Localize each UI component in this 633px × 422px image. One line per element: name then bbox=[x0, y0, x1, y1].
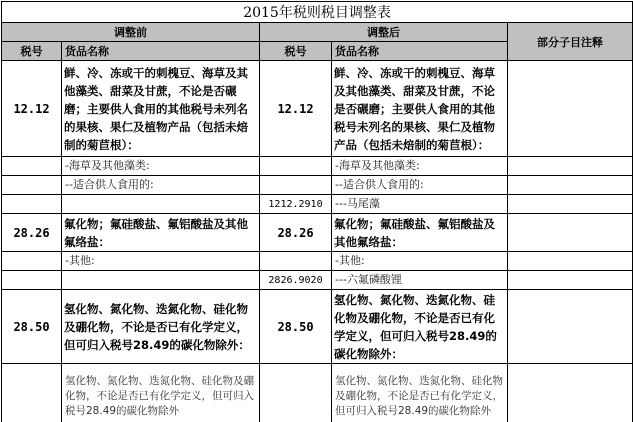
table-row bbox=[2, 61, 633, 157]
after-desc: -海草及其他藻类: bbox=[332, 157, 508, 176]
before-desc: 氟化物；氟硅酸盐、氟铝酸盐及其他氟络盐： bbox=[62, 214, 260, 252]
after-desc: 氟化物；氟硅酸盐、氟铝酸盐及其他氟络盐： bbox=[332, 214, 508, 252]
header-group-row bbox=[2, 23, 633, 42]
header-after-code: 税号 bbox=[260, 42, 332, 61]
before-code bbox=[2, 364, 62, 422]
before-code: 28.26 bbox=[2, 214, 62, 252]
after-code: 1212.2910 bbox=[260, 195, 332, 214]
header-notes: 部分子目注释 bbox=[508, 23, 633, 61]
after-code: 28.26 bbox=[260, 214, 332, 252]
notes-cell bbox=[508, 252, 633, 271]
table-row bbox=[2, 290, 633, 364]
header-after: 调整后 bbox=[260, 23, 508, 42]
after-desc: 鲜、冷、冻或干的刺槐豆、海草及其他藻类、甜菜及甘蔗，不论是否碾磨；主要供人食用的其他税号未列名的果核、果仁及植物产品（包括未焙制的菊苣根）： bbox=[332, 61, 508, 157]
notes-cell bbox=[508, 157, 633, 176]
notes-cell bbox=[508, 176, 633, 195]
title-row bbox=[2, 2, 633, 23]
after-code: 2826.9020 bbox=[260, 271, 332, 290]
before-code bbox=[2, 252, 62, 271]
table-row bbox=[2, 214, 633, 252]
before-code bbox=[2, 271, 62, 290]
after-code: 28.50 bbox=[260, 290, 332, 364]
table-row bbox=[2, 271, 633, 290]
header-before: 调整前 bbox=[2, 23, 260, 42]
notes-cell bbox=[508, 290, 633, 364]
tariff-adjustment-table bbox=[1, 1, 633, 422]
table-row bbox=[2, 195, 633, 214]
header-after-name: 货品名称 bbox=[332, 42, 508, 61]
before-code: 28.50 bbox=[2, 290, 62, 364]
before-code: 12.12 bbox=[2, 61, 62, 157]
notes-cell bbox=[508, 214, 633, 252]
before-code bbox=[2, 195, 62, 214]
after-code bbox=[260, 176, 332, 195]
notes-cell bbox=[508, 364, 633, 422]
header-before-code: 税号 bbox=[2, 42, 62, 61]
after-desc: --适合供人食用的: bbox=[332, 176, 508, 195]
table-title: 2015年税则税目调整表 bbox=[2, 2, 633, 23]
notes-cell bbox=[508, 271, 633, 290]
before-desc bbox=[62, 195, 260, 214]
table-row bbox=[2, 364, 633, 422]
before-desc: -其他: bbox=[62, 252, 260, 271]
before-desc: 鲜、冷、冻或干的刺槐豆、海草及其他藻类、甜菜及甘蔗，不论是否碾磨；主要供人食用的其他税号未列名的果核、果仁及植物产品（包括未焙制的菊苣根）： bbox=[62, 61, 260, 157]
before-desc: 氢化物、氮化物、迭氮化物、硅化物及硼化物，不论是否已有化学定义，但可归入税号28.49的碳化物除外： bbox=[62, 290, 260, 364]
table-row bbox=[2, 157, 633, 176]
before-code bbox=[2, 157, 62, 176]
before-desc: --适合供人食用的: bbox=[62, 176, 260, 195]
after-desc: ---马尾藻 bbox=[332, 195, 508, 214]
after-desc: 氢化物、氮化物、迭氮化物、硅化物及硼化物，不论是否已有化学定义，但可归入税号28.49的碳化物除外： bbox=[332, 290, 508, 364]
before-desc bbox=[62, 271, 260, 290]
after-code bbox=[260, 364, 332, 422]
table-row bbox=[2, 176, 633, 195]
after-code bbox=[260, 252, 332, 271]
before-desc: 氢化物、氮化物、迭氮化物、硅化物及硼化物，不论是否已有化学定义，但可归入税号28.49的碳化物除外 bbox=[62, 364, 260, 422]
before-desc: -海草及其他藻类: bbox=[62, 157, 260, 176]
after-code: 12.12 bbox=[260, 61, 332, 157]
header-before-name: 货品名称 bbox=[62, 42, 260, 61]
table-row bbox=[2, 252, 633, 271]
before-code bbox=[2, 176, 62, 195]
after-code bbox=[260, 157, 332, 176]
after-desc: 氢化物、氮化物、迭氮化物、硅化物及硼化物，不论是否已有化学定义，但可归入税号28.49的碳化物除外 bbox=[332, 364, 508, 422]
after-desc: -其他: bbox=[332, 252, 508, 271]
notes-cell bbox=[508, 195, 633, 214]
notes-cell bbox=[508, 61, 633, 157]
after-desc: ---六氟磷酸锂 bbox=[332, 271, 508, 290]
